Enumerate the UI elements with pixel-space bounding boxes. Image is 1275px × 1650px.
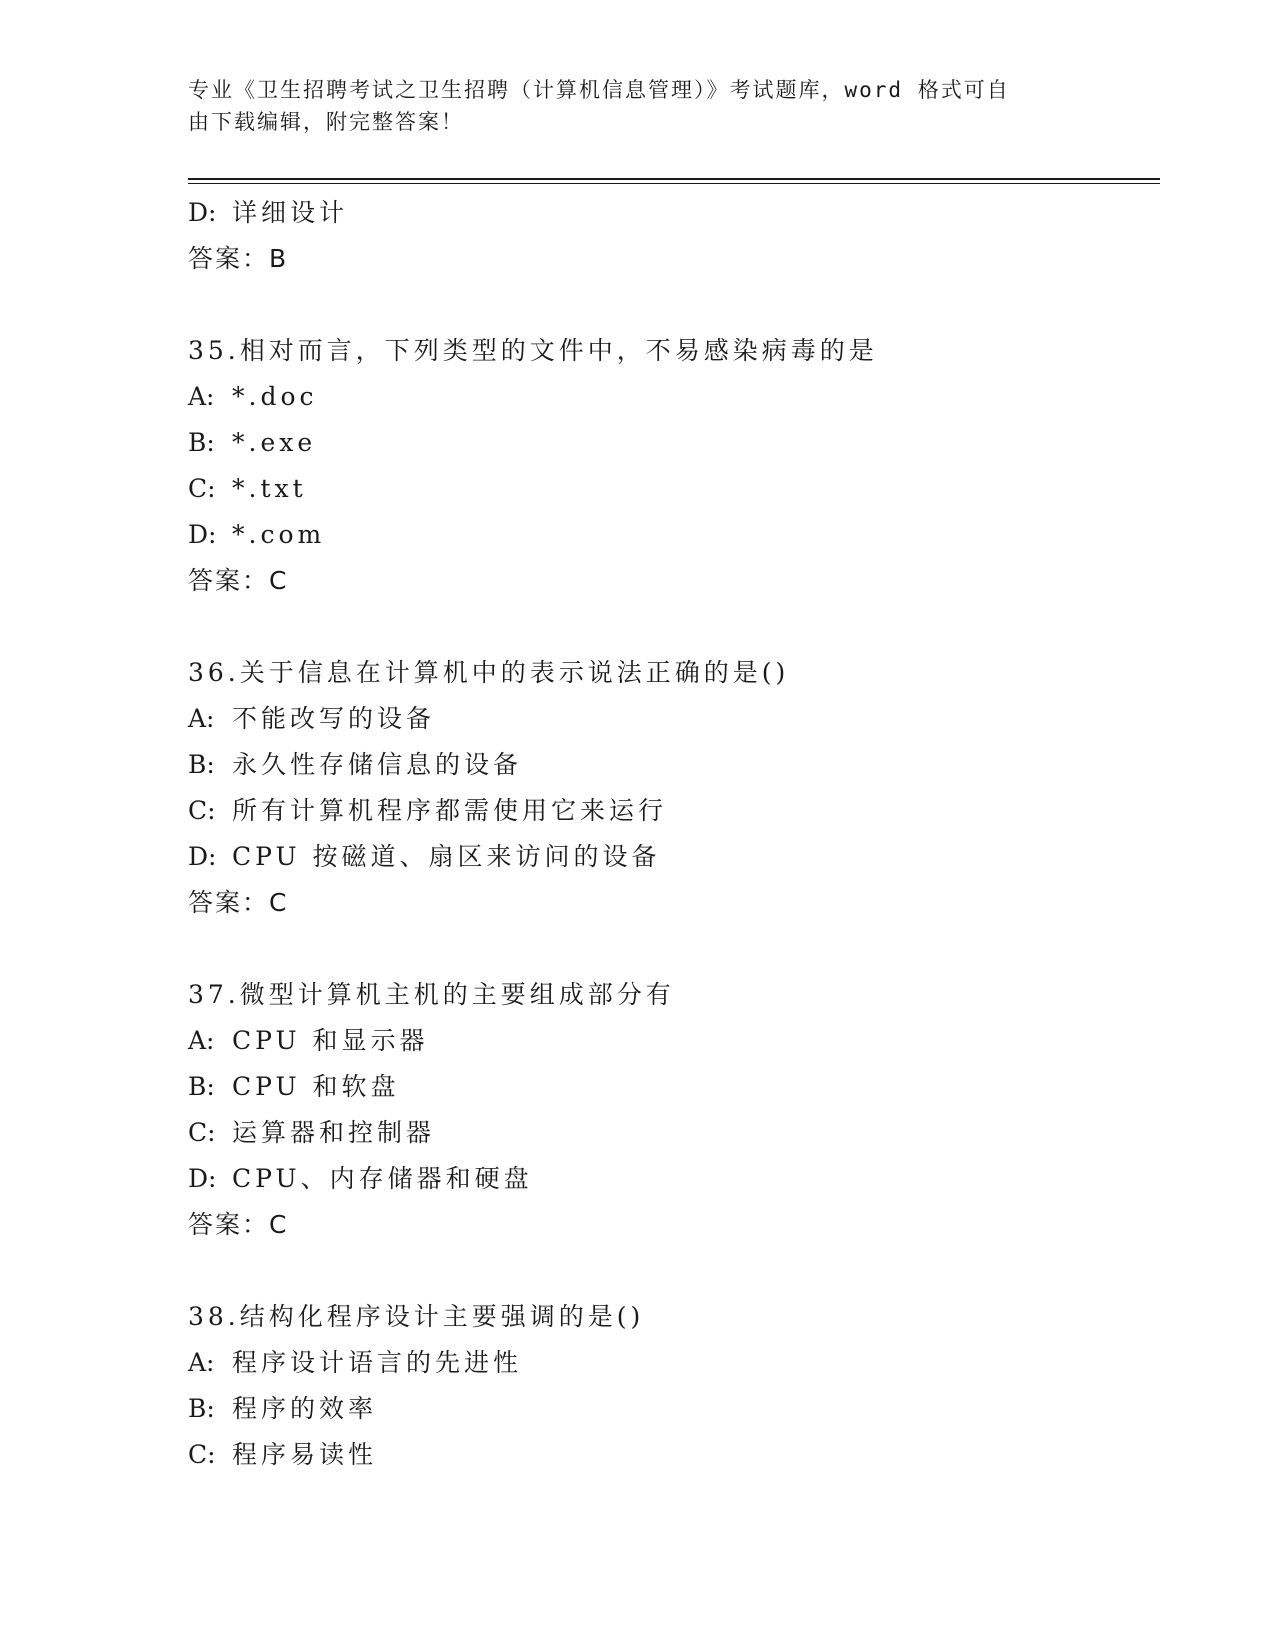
answer-line: 答案：B [188,244,289,273]
option-c [188,788,1148,834]
option-label: C: [188,474,216,503]
option-text: 永久性存储信息的设备 [232,750,523,779]
option-text: 程序设计语言的先进性 [232,1348,523,1377]
option-c [188,1432,1148,1478]
option-text: CPU、内存储器和硬盘 [232,1164,533,1193]
spacer [188,1248,1148,1294]
option-label: B: [188,750,215,779]
option-b [188,1064,1148,1110]
question-block-36 [188,650,1148,926]
option-a [188,1018,1148,1064]
option-label: B: [188,1072,215,1101]
option-label: D: [188,198,217,227]
option-text: *.com [232,520,326,549]
option-d [188,190,1148,236]
option-text: 详细设计 [232,198,349,227]
option-label: D: [188,1164,217,1193]
option-label: C: [188,1118,216,1147]
option-label: A: [188,382,215,411]
option-label: B: [188,428,215,457]
option-a [188,374,1148,420]
option-c [188,466,1148,512]
question-block-38 [188,1294,1148,1478]
answer-line: 答案：C [188,566,289,595]
option-text: 程序易读性 [232,1440,378,1469]
question-title: 37.微型计算机主机的主要组成部分有 [188,980,675,1009]
answer-line: 答案：C [188,1210,289,1239]
question-title: 35.相对而言，下列类型的文件中，不易感染病毒的是 [188,336,878,365]
header-divider-thin [188,183,1160,184]
spacer [188,604,1148,650]
option-label: C: [188,1440,216,1469]
option-text: 程序的效率 [232,1394,378,1423]
option-label: D: [188,842,217,871]
option-label: A: [188,1348,215,1377]
option-b [188,1386,1148,1432]
question-block-35 [188,328,1148,604]
option-b [188,742,1148,788]
option-b [188,420,1148,466]
option-text: CPU 按磁道、扇区来访问的设备 [232,842,661,871]
header-divider-thick [188,178,1160,180]
question-title: 38.结构化程序设计主要强调的是() [188,1302,645,1331]
option-text: CPU 和显示器 [232,1026,429,1055]
spacer [188,282,1148,328]
option-d [188,512,1148,558]
option-label: A: [188,704,215,733]
document-header [188,74,1068,138]
option-text: 不能改写的设备 [232,704,436,733]
option-d [188,834,1148,880]
spacer [188,926,1148,972]
option-text: *.txt [232,474,307,503]
option-text: 运算器和控制器 [232,1118,436,1147]
document-body [188,190,1148,1478]
option-a [188,1340,1148,1386]
option-text: CPU 和软盘 [232,1072,400,1101]
option-text: *.doc [232,382,318,411]
option-label: B: [188,1394,215,1423]
answer-line: 答案：C [188,888,289,917]
question-block-37 [188,972,1148,1248]
option-a [188,696,1148,742]
option-label: C: [188,796,216,825]
option-c [188,1110,1148,1156]
header-line-1: 专业《卫生招聘考试之卫生招聘（计算机信息管理）》考试题库，word 格式可自 [188,78,1010,102]
option-text: 所有计算机程序都需使用它来运行 [232,796,668,825]
header-line-2: 由下载编辑，附完整答案！ [188,110,464,134]
option-d [188,1156,1148,1202]
option-label: A: [188,1026,215,1055]
option-label: D: [188,520,217,549]
option-text: *.exe [232,428,317,457]
question-title: 36.关于信息在计算机中的表示说法正确的是() [188,658,790,687]
